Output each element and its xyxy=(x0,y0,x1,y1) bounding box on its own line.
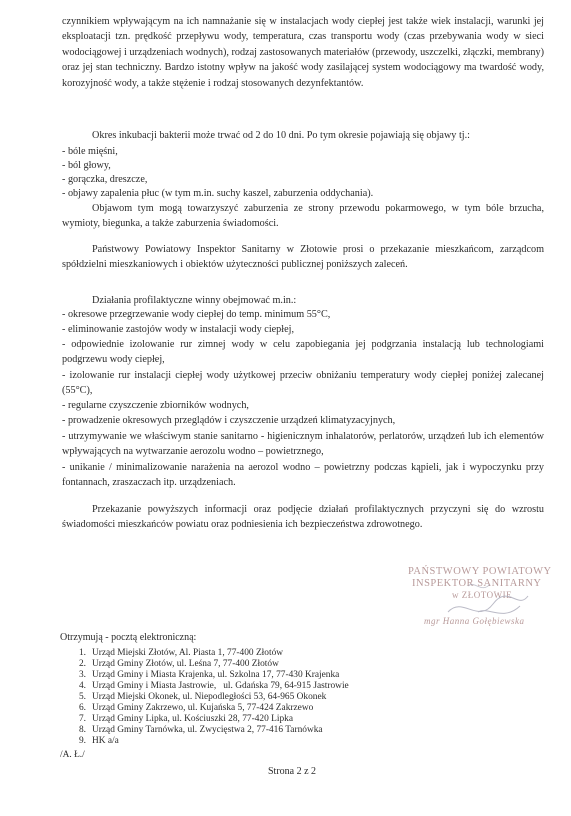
symptom-item: - ból głowy, xyxy=(62,160,111,171)
symptom-item: - gorączka, dreszcze, xyxy=(62,174,148,185)
recipient-number: 5. xyxy=(78,692,86,702)
official-stamp xyxy=(408,566,558,638)
recipient-number: 4. xyxy=(78,681,86,691)
recipient-number: 6. xyxy=(78,703,86,713)
recipient-text: Urząd Gminy i Miasta Jastrowie, ul. Gdańska 79, 64-915 Jastrowie xyxy=(92,681,349,691)
preventive-item: - unikanie / minimalizowanie narażenia na aerozol wodno – powietrzny podczas kąpieli, jak i wypoczynku przy fontannach, zraszaczach itp. urządzeniach. xyxy=(62,462,544,489)
recipient-number: 1. xyxy=(78,648,86,658)
recipient-number: 2. xyxy=(78,659,86,669)
paragraph-risk-factors: czynnikiem wpływającym na ich namnażanie się w instalacjach wody ciepłej jest także wiek instalacji, warunki jej eksploatacji tzn. prędkość przepływu wody, temperatura, czas transportu wody (czas przebywania wody w sieci wodociągowej i urządzeniach wodnych), rodzaj zastosowanych materiałów (przewody, uszczelki, złączki, membrany) oraz jej stan techniczny. Bardzo istotny wpływ na jakość wody zasilającej system wodociągowy ma twardość wody, korozyjność wody, a także stężenie i rodzaj stosowanych dezynfektantów. xyxy=(62,16,544,89)
symptom-item: - objawy zapalenia płuc (w tym m.in. suchy kaszel, zaburzenia oddychania). xyxy=(62,188,374,199)
recipient-text: Urząd Miejski Złotów, Al. Piasta 1, 77-400 Złotów xyxy=(92,648,284,658)
stamp-line-2: INSPEKTOR SANITARNY xyxy=(412,578,542,589)
preventive-item: - odpowiednie izolowanie rur zimnej wody w celu zapobiegania jej podgrzania instalacją lub technologiami podgrzewu wody ciepłej, xyxy=(62,339,544,366)
stamp-line-1: PAŃSTWOWY POWIATOWY xyxy=(408,566,552,577)
recipient-number: 9. xyxy=(78,736,86,746)
preventive-item: - eliminowanie zastojów wody w instalacji wody ciepłej, xyxy=(62,324,294,335)
preventive-item: - utrzymywanie we właściwym stanie sanitarno - higienicznym inhalatorów, perlatorów, urządzeń lub ich elementów wpływających na wytwarzanie aerozolu wodno – powietrznego, xyxy=(62,431,544,458)
recipient-text: Urząd Gminy Złotów, ul. Leśna 7, 77-400 Złotów xyxy=(92,659,279,669)
recipients-heading: Otrzymują - pocztą elektroniczną: xyxy=(60,632,197,643)
recipient-text: Urząd Gminy Lipka, ul. Kościuszki 28, 77-420 Lipka xyxy=(92,714,294,724)
recipient-number: 7. xyxy=(78,714,86,724)
recipient-text: Urząd Gminy Tarnówka, ul. Zwycięstwa 2, 77-416 Tarnówka xyxy=(92,725,323,735)
recipient-text: HK a/a xyxy=(92,736,119,746)
recipient-text: Urząd Miejski Okonek, ul. Niepodległości 53, 64-965 Okonek xyxy=(92,692,327,702)
closing-paragraph: Przekazanie powyższych informacji oraz podjęcie działań profilaktycznych przyczyni się do wzrostu świadomości mieszkańców powiatu oraz podniesienia ich bezpieczeństwa zdrowotnego. xyxy=(62,504,544,531)
stamp-line-3: w ZŁOTOWIE xyxy=(452,590,513,600)
recipient-text: Urząd Gminy i Miasta Krajenka, ul. Szkolna 17, 77-430 Krajenka xyxy=(92,670,340,680)
preventive-item: - okresowe przegrzewanie wody ciepłej do temp. minimum 55°C, xyxy=(62,309,331,320)
preventive-item: - izolowanie rur instalacji ciepłej wody użytkowej przeciw obniżaniu temperatury wody ciepłej poniżej zalecanej (55°C), xyxy=(62,370,544,397)
recipient-text: Urząd Gminy Zakrzewo, ul. Kujańska 5, 77-424 Zakrzewo xyxy=(92,703,314,713)
preventive-item: - regularne czyszczenie zbiorników wodnych, xyxy=(62,400,249,411)
signature-scribble-icon xyxy=(408,566,558,638)
symptom-item: - bóle mięśni, xyxy=(62,146,118,157)
stamp-signatory: mgr Hanna Gołębiewska xyxy=(424,616,525,626)
author-initials: /A. Ł./ xyxy=(60,750,85,760)
preventive-item: - prowadzenie okresowych przeglądów i czyszczenie urządzeń klimatyzacyjnych, xyxy=(62,415,396,426)
preventive-intro: Działania profilaktyczne winny obejmować m.in.: xyxy=(92,295,297,306)
recipient-number: 3. xyxy=(78,670,86,680)
recipient-number: 8. xyxy=(78,725,86,735)
page-number: Strona 2 z 2 xyxy=(268,766,317,777)
additional-symptoms: Objawom tym mogą towarzyszyć zaburzenia ze strony przewodu pokarmowego, w tym bóle brzucha, wymioty, biegunka, a także zaburzenia świadomości. xyxy=(62,203,544,230)
incubation-intro: Okres inkubacji bakterii może trwać od 2 do 10 dni. Po tym okresie pojawiają się objawy tj.: xyxy=(92,130,470,141)
request-paragraph: Państwowy Powiatowy Inspektor Sanitarny w Złotowie prosi o przekazanie mieszkańcom, zarządcom spółdzielni mieszkaniowych i obiektów użyteczności publicznej poniższych zaleceń. xyxy=(62,244,544,271)
